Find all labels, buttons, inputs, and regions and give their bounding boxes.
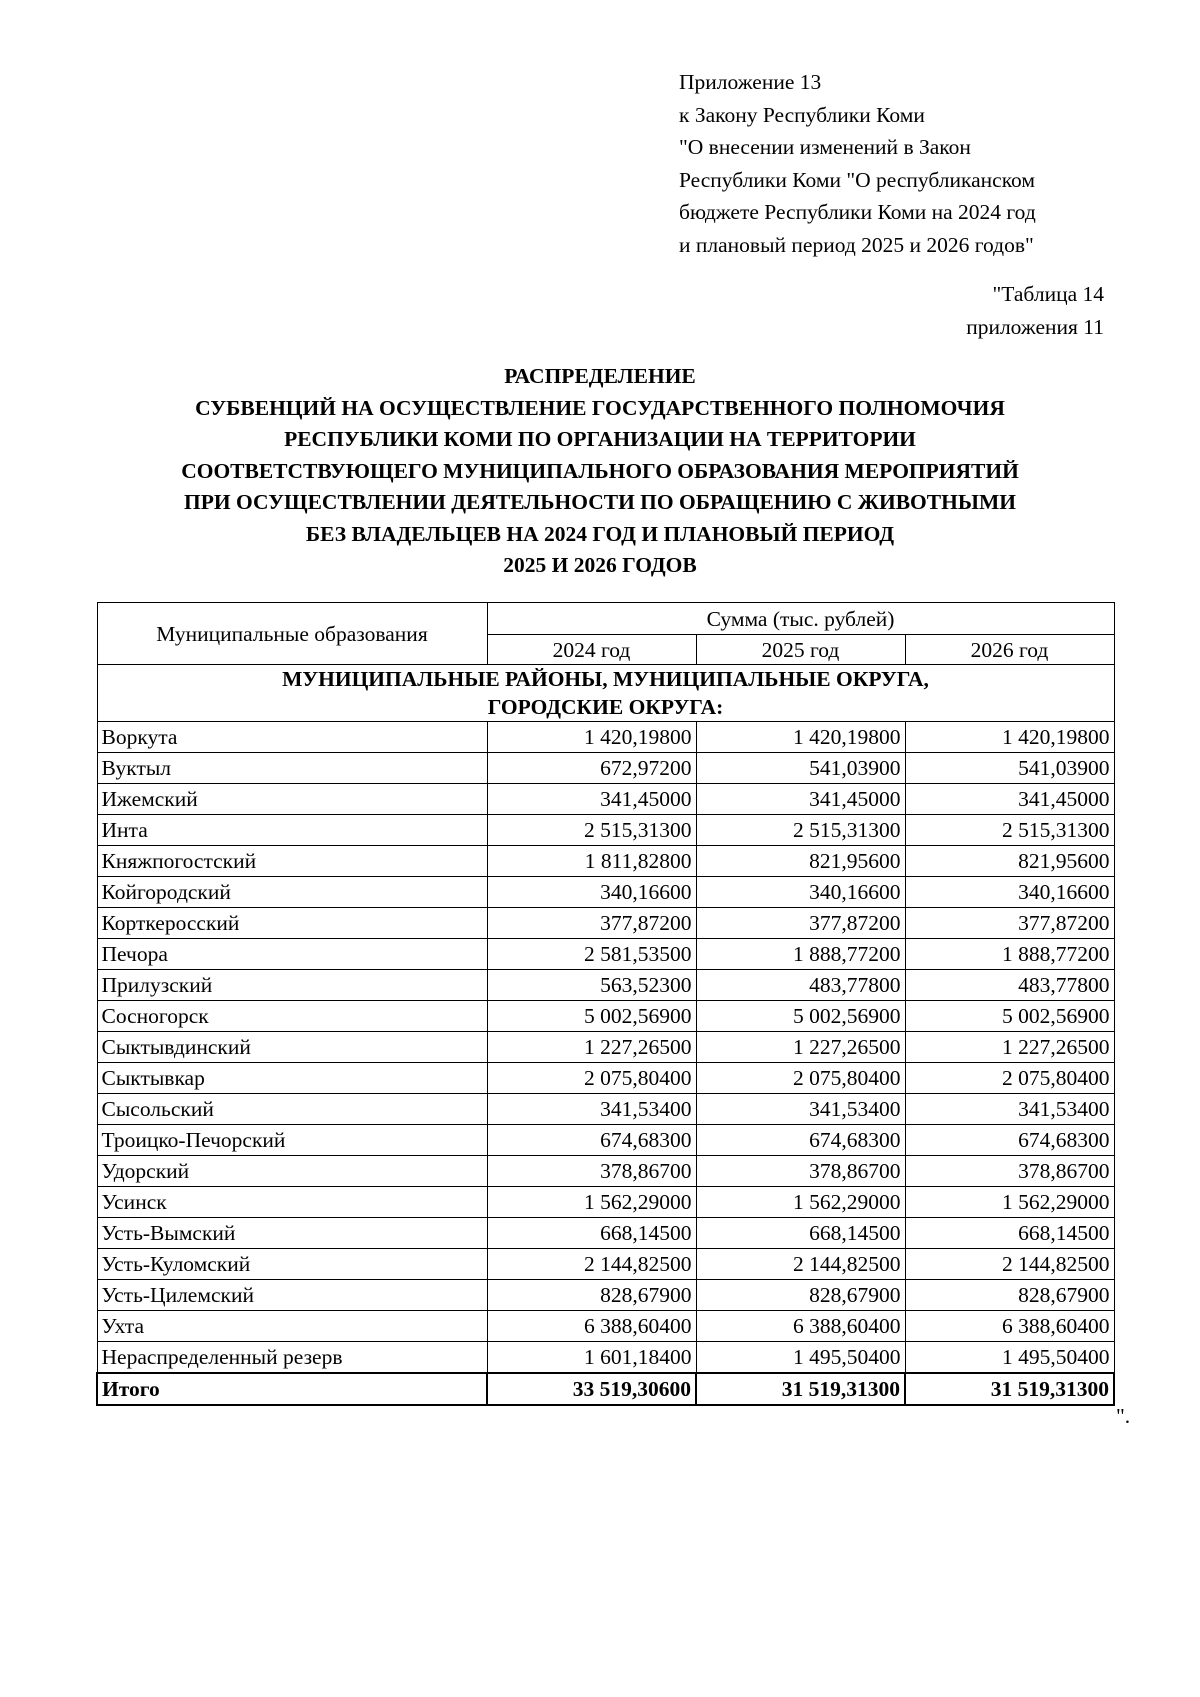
municipality-name: Троицко-Печорский	[97, 1125, 487, 1156]
section-line: МУНИЦИПАЛЬНЫЕ РАЙОНЫ, МУНИЦИПАЛЬНЫЕ ОКРУГА,	[282, 667, 929, 691]
year-header-2026: 2026 год	[905, 635, 1114, 665]
table-row	[97, 939, 1114, 970]
table-row	[97, 1311, 1114, 1342]
municipality-name: Сыктывдинский	[97, 1032, 487, 1063]
table-row	[97, 1001, 1114, 1032]
title-line: БЕЗ ВЛАДЕЛЬЦЕВ НА 2024 ГОД И ПЛАНОВЫЙ ПЕРИОД	[305, 521, 895, 546]
value-2026: 2 144,82500	[905, 1249, 1114, 1280]
value-2025: 483,77800	[696, 970, 905, 1001]
title-line: СУБВЕНЦИЙ НА ОСУЩЕСТВЛЕНИЕ ГОСУДАРСТВЕННОГО ПОЛНОМОЧИЯ	[195, 395, 1005, 420]
value-2025: 2 515,31300	[696, 815, 905, 846]
total-2025: 31 519,31300	[696, 1373, 905, 1405]
table-row	[97, 1249, 1114, 1280]
value-2024: 1 601,18400	[487, 1342, 696, 1374]
table-row	[97, 877, 1114, 908]
table-row	[97, 1063, 1114, 1094]
total-label: Итого	[97, 1373, 487, 1405]
appendix-line: "О внесении изменений в Закон	[679, 135, 971, 159]
value-2025: 674,68300	[696, 1125, 905, 1156]
municipality-name: Усть-Цилемский	[97, 1280, 487, 1311]
year-header-2024: 2024 год	[487, 635, 696, 665]
value-2026: 1 420,19800	[905, 722, 1114, 753]
municipality-name: Воркута	[97, 722, 487, 753]
value-2026: 668,14500	[905, 1218, 1114, 1249]
table-row	[97, 1094, 1114, 1125]
closing-quote-mark: ".	[1116, 1404, 1131, 1428]
value-2024: 672,97200	[487, 753, 696, 784]
value-2026: 341,45000	[905, 784, 1114, 815]
table-ref-line: "Таблица 14	[992, 282, 1104, 306]
value-2026: 821,95600	[905, 846, 1114, 877]
municipality-name: Корткеросский	[97, 908, 487, 939]
table-row	[97, 753, 1114, 784]
municipality-name: Ижемский	[97, 784, 487, 815]
table-row	[97, 1280, 1114, 1311]
table-row	[97, 1218, 1114, 1249]
title-line: ПРИ ОСУЩЕСТВЛЕНИИ ДЕЯТЕЛЬНОСТИ ПО ОБРАЩЕНИЮ С ЖИВОТНЫМИ	[184, 490, 1016, 514]
value-2026: 1 562,29000	[905, 1187, 1114, 1218]
municipality-name: Инта	[97, 815, 487, 846]
municipality-name: Ухта	[97, 1311, 487, 1342]
value-2026: 483,77800	[905, 970, 1114, 1001]
value-2024: 668,14500	[487, 1218, 696, 1249]
value-2026: 341,53400	[905, 1094, 1114, 1125]
value-2026: 2 075,80400	[905, 1063, 1114, 1094]
municipality-name: Усть-Куломский	[97, 1249, 487, 1280]
table-row	[97, 722, 1114, 753]
section-line: ГОРОДСКИЕ ОКРУГА:	[487, 695, 724, 719]
value-2024: 341,53400	[487, 1094, 696, 1125]
municipality-name: Вуктыл	[97, 753, 487, 784]
sum-column-header: Сумма (тыс. рублей)	[487, 603, 1114, 635]
value-2026: 541,03900	[905, 753, 1114, 784]
title-line: 2025 И 2026 ГОДОВ	[503, 553, 697, 577]
table-header-row	[97, 603, 1114, 635]
value-2025: 2 144,82500	[696, 1249, 905, 1280]
value-2024: 340,16600	[487, 877, 696, 908]
municipality-name: Усинск	[97, 1187, 487, 1218]
value-2026: 378,86700	[905, 1156, 1114, 1187]
value-2025: 341,53400	[696, 1094, 905, 1125]
value-2024: 828,67900	[487, 1280, 696, 1311]
value-2024: 378,86700	[487, 1156, 696, 1187]
municipality-name: Удорский	[97, 1156, 487, 1187]
value-2024: 1 562,29000	[487, 1187, 696, 1218]
value-2024: 1 227,26500	[487, 1032, 696, 1063]
value-2025: 668,14500	[696, 1218, 905, 1249]
table-row	[97, 1156, 1114, 1187]
value-2025: 1 495,50400	[696, 1342, 905, 1374]
value-2025: 1 227,26500	[696, 1032, 905, 1063]
table-row	[97, 784, 1114, 815]
value-2024: 2 581,53500	[487, 939, 696, 970]
value-2026: 1 227,26500	[905, 1032, 1114, 1063]
municipality-name: Усть-Вымский	[97, 1218, 487, 1249]
value-2025: 828,67900	[696, 1280, 905, 1311]
appendix-line: Республики Коми "О республиканском	[679, 167, 1035, 192]
value-2026: 5 002,56900	[905, 1001, 1114, 1032]
value-2025: 821,95600	[696, 846, 905, 877]
appendix-line: Приложение 13	[679, 70, 822, 94]
value-2024: 674,68300	[487, 1125, 696, 1156]
value-2026: 1 888,77200	[905, 939, 1114, 970]
table-row	[97, 970, 1114, 1001]
value-2024: 1 420,19800	[487, 722, 696, 753]
section-header	[97, 665, 1114, 722]
value-2025: 2 075,80400	[696, 1063, 905, 1094]
municipality-name: Печора	[97, 939, 487, 970]
subvention-table	[96, 602, 1115, 1406]
table-row	[97, 846, 1114, 877]
value-2026: 377,87200	[905, 908, 1114, 939]
total-row	[97, 1373, 1114, 1405]
municipality-name: Нераспределенный резерв	[97, 1342, 487, 1374]
municipality-name: Койгородский	[97, 877, 487, 908]
table-row	[97, 1187, 1114, 1218]
municipality-column-header: Муниципальные образования	[97, 603, 487, 665]
value-2025: 1 888,77200	[696, 939, 905, 970]
title-line: РЕСПУБЛИКИ КОМИ ПО ОРГАНИЗАЦИИ НА ТЕРРИТОРИИ	[284, 427, 916, 451]
municipality-name: Прилузский	[97, 970, 487, 1001]
total-2024: 33 519,30600	[487, 1373, 696, 1405]
value-2025: 341,45000	[696, 784, 905, 815]
appendix-line: к Закону Республики Коми	[679, 102, 925, 127]
value-2024: 6 388,60400	[487, 1311, 696, 1342]
value-2025: 377,87200	[696, 908, 905, 939]
municipality-name: Сыктывкар	[97, 1063, 487, 1094]
municipality-name: Сосногорск	[97, 1001, 487, 1032]
title-line: РАСПРЕДЕЛЕНИЕ	[504, 364, 696, 388]
section-header-row	[97, 665, 1114, 722]
value-2026: 828,67900	[905, 1280, 1114, 1311]
value-2024: 2 144,82500	[487, 1249, 696, 1280]
municipality-name: Сысольский	[97, 1094, 487, 1125]
value-2024: 2 515,31300	[487, 815, 696, 846]
table-row	[97, 1342, 1114, 1374]
municipality-name: Княжпогостский	[97, 846, 487, 877]
table-ref-line: приложения 11	[966, 314, 1104, 339]
value-2026: 6 388,60400	[905, 1311, 1114, 1342]
value-2025: 5 002,56900	[696, 1001, 905, 1032]
appendix-reference	[679, 66, 1036, 261]
value-2025: 541,03900	[696, 753, 905, 784]
total-2026: 31 519,31300	[905, 1373, 1114, 1405]
table-row	[97, 1032, 1114, 1063]
value-2024: 2 075,80400	[487, 1063, 696, 1094]
appendix-line: и плановый период 2025 и 2026 годов"	[679, 232, 1034, 257]
table-row	[97, 908, 1114, 939]
value-2024: 1 811,82800	[487, 846, 696, 877]
table-row	[97, 1125, 1114, 1156]
table-reference	[966, 278, 1104, 343]
title-line: СООТВЕТСТВУЮЩЕГО МУНИЦИПАЛЬНОГО ОБРАЗОВАНИЯ МЕРОПРИЯТИЙ	[181, 458, 1019, 483]
year-header-2025: 2025 год	[696, 635, 905, 665]
value-2024: 341,45000	[487, 784, 696, 815]
value-2026: 674,68300	[905, 1125, 1114, 1156]
value-2024: 377,87200	[487, 908, 696, 939]
value-2026: 340,16600	[905, 877, 1114, 908]
value-2024: 5 002,56900	[487, 1001, 696, 1032]
document-title	[60, 361, 1140, 582]
value-2024: 563,52300	[487, 970, 696, 1001]
value-2026: 1 495,50400	[905, 1342, 1114, 1374]
table-row	[97, 815, 1114, 846]
value-2025: 6 388,60400	[696, 1311, 905, 1342]
value-2026: 2 515,31300	[905, 815, 1114, 846]
value-2025: 378,86700	[696, 1156, 905, 1187]
value-2025: 1 562,29000	[696, 1187, 905, 1218]
value-2025: 340,16600	[696, 877, 905, 908]
appendix-line: бюджете Республики Коми на 2024 год	[679, 200, 1036, 224]
table-body	[97, 722, 1114, 1374]
value-2025: 1 420,19800	[696, 722, 905, 753]
